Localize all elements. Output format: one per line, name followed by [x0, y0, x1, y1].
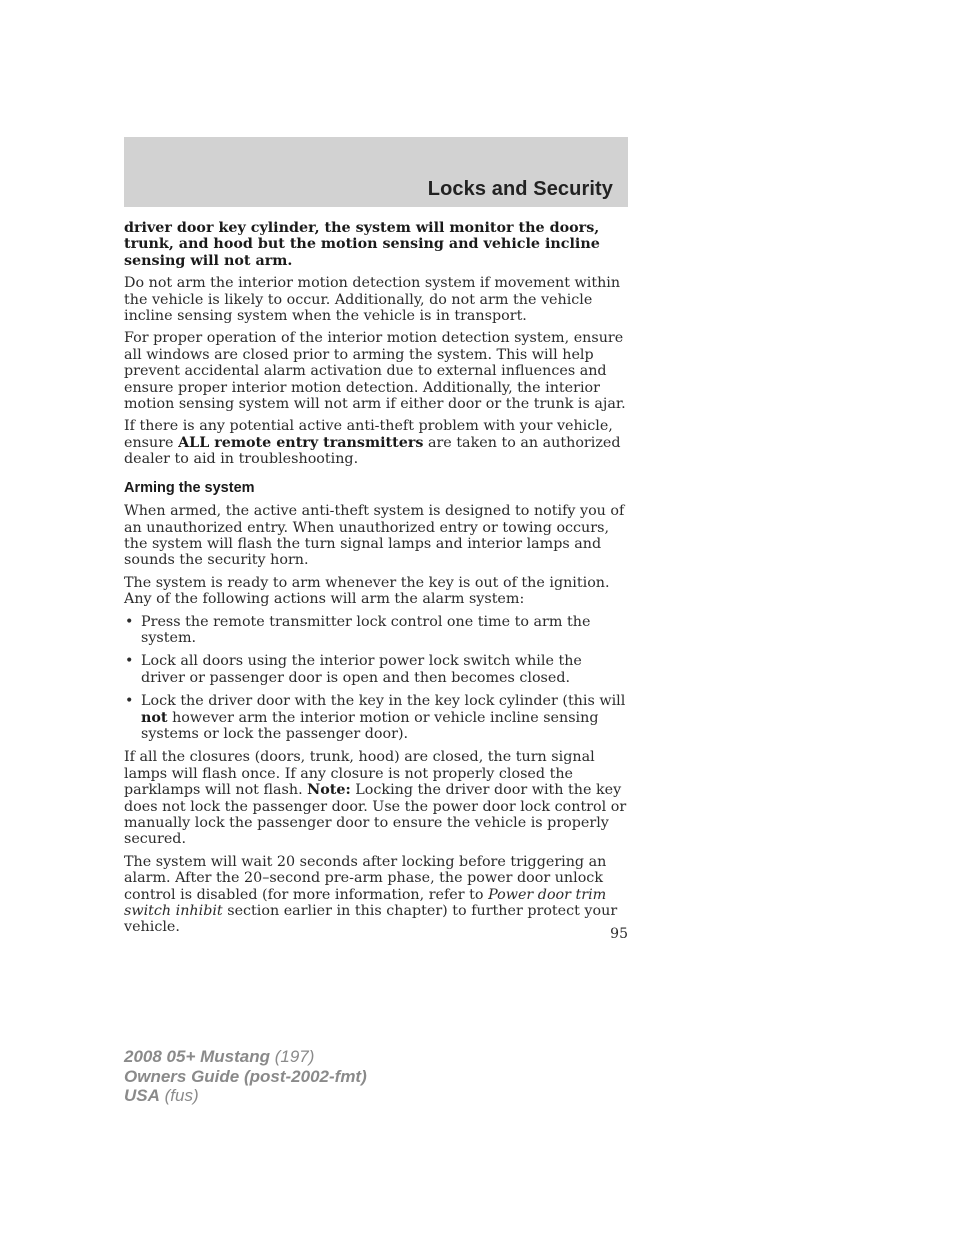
paragraph-ready-to-arm: The system is ready to arm whenever the key is out of the ignition. Any of the following actions will arm the alarm system: — [124, 574, 610, 608]
list-item: • Lock the driver door with the key in the key lock cylinder (this will not however arm the interior motion or vehicle incline sensing systems or lock the passenger door). — [125, 693, 626, 742]
bullet-icon: • — [125, 613, 134, 630]
paragraph-pre-arm: The system will wait 20 seconds after locking before triggering an alarm. After the 20–second pre-arm phase, the power door unlock control is disabled (for more information, refer to Power door trim switch inhibit section earlier in this chapter) to further protect your vehicle. — [124, 853, 618, 936]
paragraph-motion-detection: Do not arm the interior motion detection system if movement within the vehicle is likely to occur. Additionally, do not arm the vehicle incline sensing system when the vehicle is in transport. — [124, 275, 621, 325]
page-content — [124, 220, 628, 942]
page-number: 95 — [610, 926, 628, 942]
continued-warning-text: driver door key cylinder, the system will monitor the doors, trunk, and hood but the motion sensing and vehicle incline sensing will not arm. — [124, 220, 600, 269]
footer-line-guide: Owners Guide (post-2002-fmt) — [124, 1066, 367, 1086]
cross-reference: Power door trim switch inhibit — [124, 886, 607, 920]
arming-actions-list — [124, 614, 628, 743]
emphasis-not: not — [141, 709, 168, 726]
bullet-icon: • — [125, 693, 134, 710]
section-header-band — [124, 137, 628, 207]
footer-line-market: USA (fus) — [124, 1086, 199, 1105]
list-item: • Lock all doors using the interior power lock switch while the driver or passenger door is open and then becomes closed. — [125, 653, 582, 686]
paragraph-transmitters: If there is any potential active anti-theft problem with your vehicle, ensure ALL remote entry transmitters are taken to an authorized dealer to aid in troubleshooting. — [124, 418, 621, 468]
list-item: • Press the remote transmitter lock control one time to arm the system. — [125, 613, 591, 646]
subheading-arming-the-system: Arming the system — [124, 479, 255, 496]
paragraph-when-armed: When armed, the active anti-theft system is designed to notify you of an unauthorized entry. When unauthorized entry or towing occurs, the system will flash the turn signal lamps and interior lamps and sounds the security horn. — [124, 503, 625, 569]
footer-line-model: 2008 05+ Mustang (197) — [124, 1047, 315, 1066]
emphasis-transmitters: ALL remote entry transmitters — [178, 434, 424, 451]
paragraph-proper-operation: For proper operation of the interior motion detection system, ensure all windows are closed prior to arming the system. This will help prevent accidental alarm activation due to external influences and ensure proper interior motion detection. Additionally, the interior motion sensing system will not arm if either door or the trunk is ajar. — [124, 330, 626, 413]
paragraph-closures: If all the closures (doors, trunk, hood) are closed, the turn signal lamps will flash once. If any closure is not properly closed the parklamps will not flash. Note: Locking the driver door with the key does not lock the passenger door. Use the power door lock control or manually lock the passenger door to ensure the vehicle is properly secured. — [124, 749, 627, 848]
note-label: Note: — [307, 782, 351, 799]
bullet-icon: • — [125, 653, 134, 670]
section-title: Locks and Security — [427, 178, 613, 200]
document-footer — [124, 1047, 367, 1106]
